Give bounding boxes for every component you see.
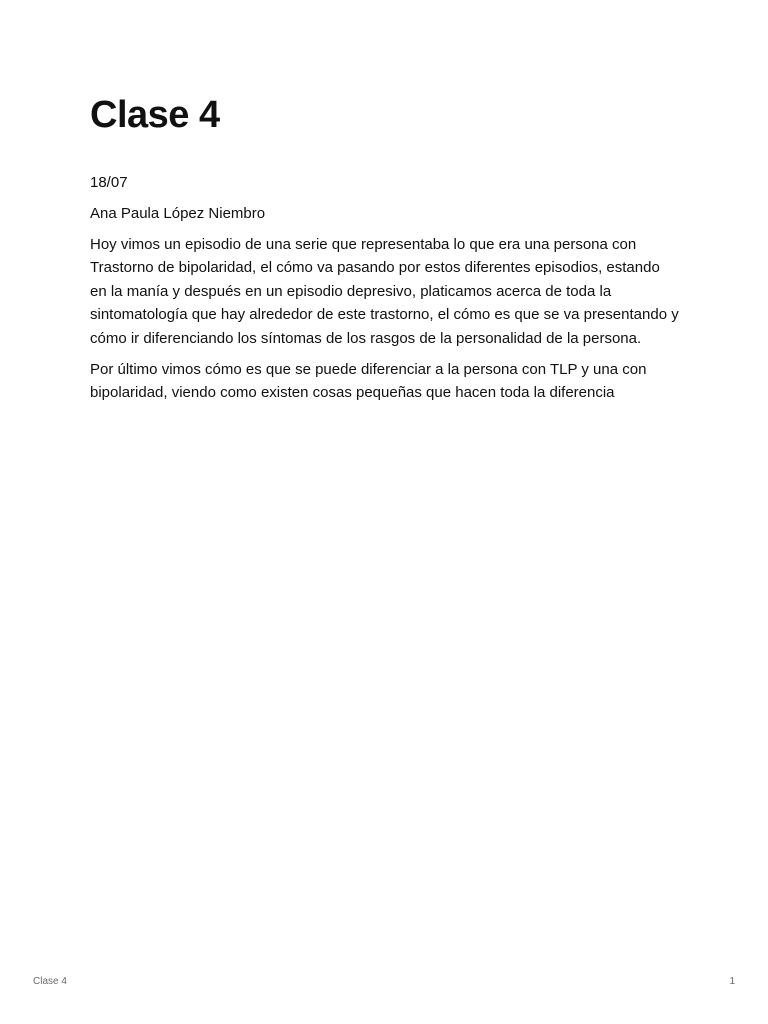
author-name: Ana Paula López Niembro — [90, 205, 266, 222]
page-content — [90, 92, 680, 413]
body-paragraph-1: Hoy vimos un episodio de una serie que representaba lo que era una persona con Trastorno de bipolaridad, el cómo va pasando por estos diferentes episodios, estando en la manía y después en un episodio depresivo, platicamos acerca de toda la sintomatología que hay alrededor de este trastorno, el cómo es que se va presentando y cómo ir diferenciando los síntomas de los rasgos de la personalidad de la persona. — [90, 236, 679, 347]
footer-document-title: Clase 4 — [33, 976, 67, 987]
page-title: Clase 4 — [90, 94, 220, 136]
date-text: 18/07 — [90, 174, 128, 191]
body-paragraph-2: Por último vimos cómo es que se puede diferenciar a la persona con TLP y una con bipolaridad, viendo como existen cosas pequeñas que hacen toda la diferencia — [90, 361, 647, 402]
footer-page-number: 1 — [729, 976, 735, 987]
